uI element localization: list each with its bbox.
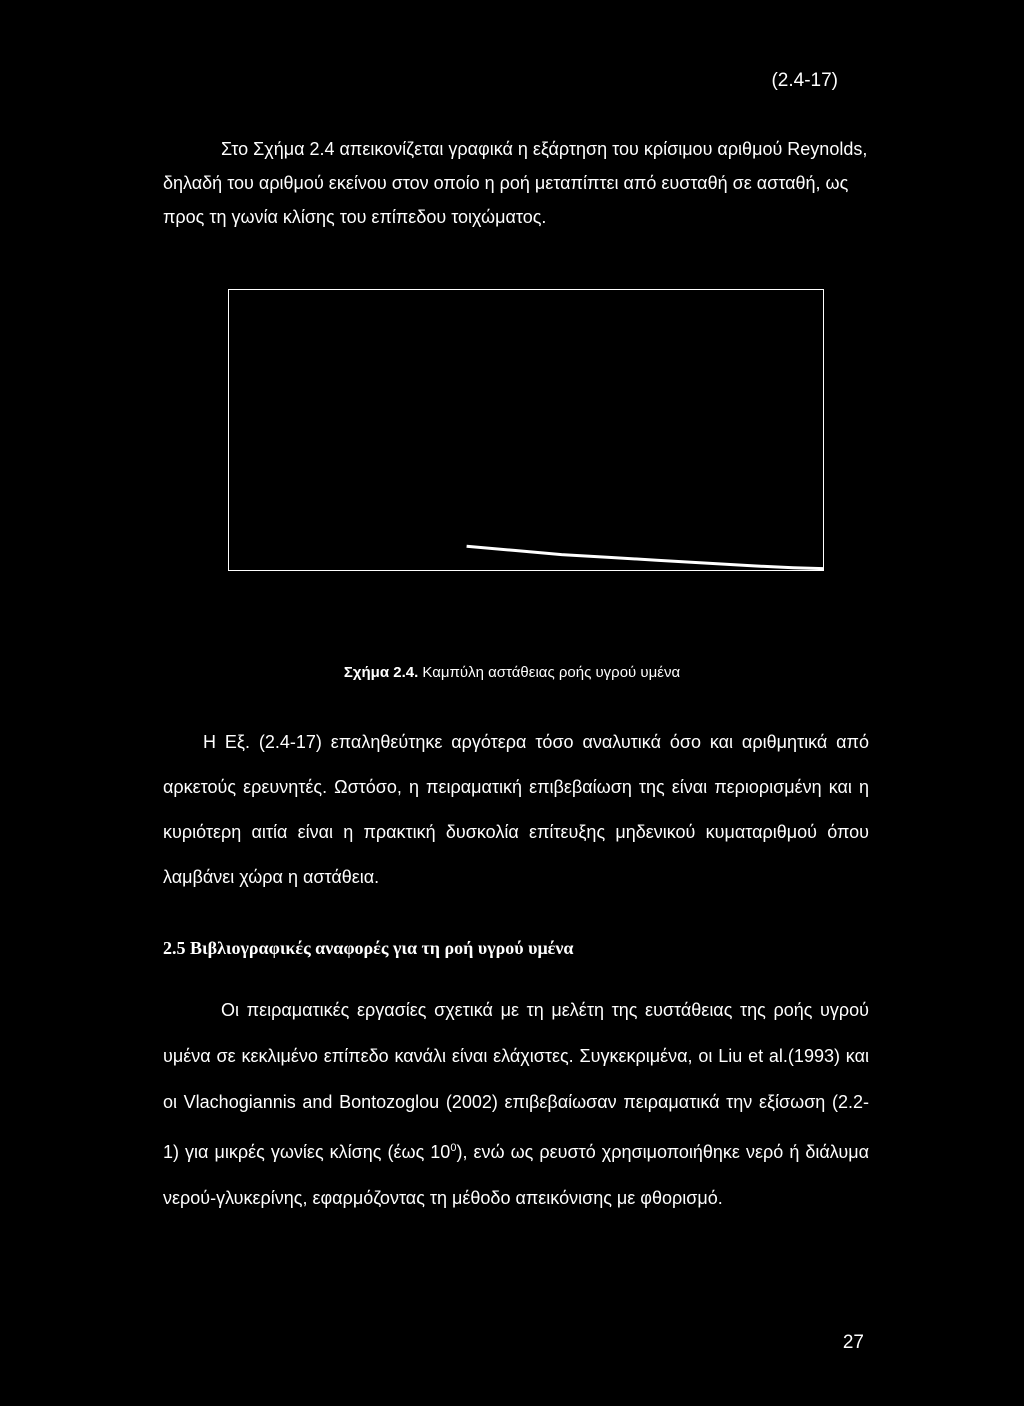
- chart-svg: [229, 290, 823, 570]
- paragraph-intro: [163, 132, 869, 234]
- paragraph-literature-text: [163, 987, 869, 1221]
- paragraph-literature-before: Οι πειραματικές εργασίες σχετικά με τη μελέτη της ευστάθειας της ροής υγρού υμένα σε κεκλιμένο επίπεδο κανάλι είναι ελάχιστες. Συγκεκριμένα, οι Liu et al.(1993) και οι Vlachogiannis and Bontozoglou (2002) επιβεβαίωσαν πειραματικά την εξίσωση (2.2-1) για μικρές γωνίες κλίσης (έως 10: [163, 1000, 869, 1162]
- degree-superscript: 0: [450, 1142, 457, 1154]
- caption-text: Καμπύλη αστάθειας ροής υγρού υμένα: [422, 664, 681, 681]
- caption-number: Σχήμα 2.4.: [343, 664, 419, 681]
- page-number: 27: [842, 1332, 864, 1353]
- equation-number: (2.4-17): [771, 70, 838, 91]
- paragraph-verification-text: Η Εξ. (2.4-17) επαληθεύτηκε αργότερα τόσο αναλυτικά όσο και αριθμητικά από αρκετούς ερευνητές. Ωστόσο, η πειραματική επιβεβαίωση της είναι περιορισμένη και η κυριότερη αιτία είναι η πρακτική δυσκολία επίτευξης μηδενικού κυματαριθμού όπου λαμβάνει χώρα η αστάθεια.: [163, 732, 869, 887]
- paragraph-literature-after: ), ενώ ως ρευστό χρησιμοποιήθηκε νερό ή διάλυμα νερού-γλυκερίνης, εφαρμόζοντας τη μέθοδο απεικόνισης με φθορισμό.: [163, 1142, 869, 1208]
- stability-curve-0: [467, 546, 823, 568]
- paragraph-verification: [163, 720, 869, 900]
- section-heading: 2.5 Βιβλιογραφικές αναφορές για τη ροή υγρού υμένα: [163, 938, 574, 958]
- figure-caption: [0, 664, 1024, 681]
- paragraph-literature: [163, 987, 869, 1221]
- paragraph-intro-text: Στο Σχήμα 2.4 απεικονίζεται γραφικά η εξάρτηση του κρίσιμου αριθμού Reynolds, δηλαδή του αριθμού εκείνου στον οποίο η ροή μεταπίπτει από ευσταθή σε ασταθή, ως προς τη γωνία κλίσης του επίπεδου τοιχώματος.: [163, 139, 868, 227]
- figure-chart: [228, 289, 824, 571]
